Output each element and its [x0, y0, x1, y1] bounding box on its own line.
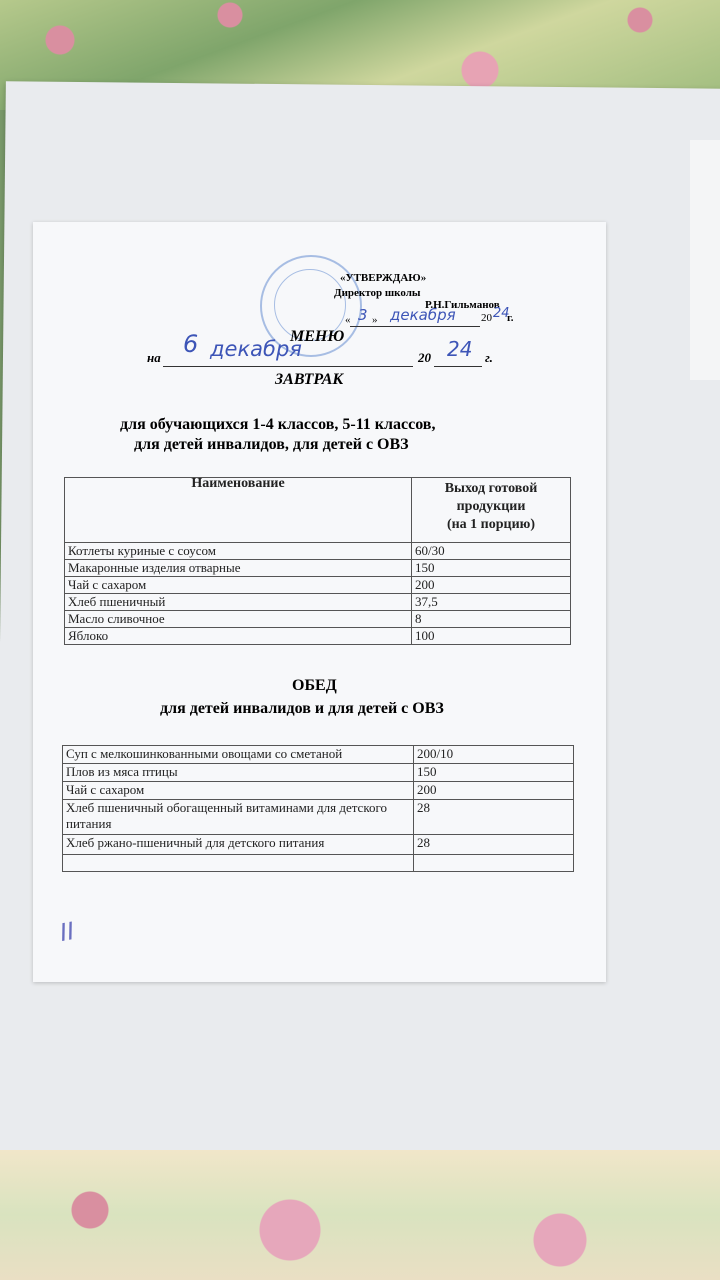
breakfast-header-row	[65, 478, 571, 543]
approval-date-line	[350, 326, 480, 327]
table-row	[65, 611, 571, 628]
item-name: Чай с сахаром	[63, 782, 414, 800]
table-row	[63, 800, 574, 835]
table-row	[63, 782, 574, 800]
item-name: Плов из мяса птицы	[63, 764, 414, 782]
item-value: 28	[414, 835, 574, 855]
breakfast-title: ЗАВТРАК	[275, 371, 344, 388]
col-output-line3: (на 1 порцию)	[446, 517, 536, 532]
col-header-output	[412, 478, 571, 543]
item-name: Хлеб пшеничный обогащенный витаминами для детского питания	[63, 800, 414, 835]
breakfast-table	[64, 477, 571, 645]
item-name: Макаронные изделия отварные	[65, 560, 412, 577]
item-name: Суп с мелкошинкованными овощами со сметаной	[63, 746, 414, 764]
approval-year: 24	[493, 306, 510, 321]
table-row	[65, 628, 571, 645]
table-row	[63, 835, 574, 855]
approval-title: «УТВЕРЖДАЮ»	[340, 272, 427, 284]
lunch-title: ОБЕД	[292, 677, 337, 694]
table-row	[65, 543, 571, 560]
side-paper	[690, 140, 720, 380]
lunch-table	[62, 745, 574, 872]
item-name	[63, 855, 414, 872]
table-row	[63, 855, 574, 872]
item-value: 150	[414, 764, 574, 782]
item-name: Масло сливочное	[65, 611, 412, 628]
approval-position: Директор школы	[334, 287, 421, 299]
handwritten-page-mark: II	[57, 916, 77, 948]
item-name: Хлеб ржано-пшеничный для детского питания	[63, 835, 414, 855]
item-value: 37,5	[412, 594, 571, 611]
table-row	[63, 764, 574, 782]
menu-title: МЕНЮ	[290, 328, 345, 345]
menu-year-suffix: г.	[485, 350, 493, 365]
approval-name: Р.Н.Гильманов	[425, 299, 500, 311]
item-value: 200	[412, 577, 571, 594]
col-output-line1: Выход готовой	[444, 481, 538, 496]
item-value: 8	[412, 611, 571, 628]
breakfast-subtitle-1: для обучающихся 1-4 классов, 5-11 классов,	[120, 416, 436, 433]
menu-date-line	[163, 366, 413, 367]
item-value: 28	[414, 800, 574, 835]
item-name: Хлеб пшеничный	[65, 594, 412, 611]
item-name: Чай с сахаром	[65, 577, 412, 594]
lunch-subtitle: для детей инвалидов и для детей с ОВЗ	[160, 700, 444, 717]
menu-year-prefix: 20	[418, 350, 431, 365]
table-row	[65, 594, 571, 611]
item-value	[414, 855, 574, 872]
item-value: 100	[412, 628, 571, 645]
item-value: 60/30	[412, 543, 571, 560]
menu-year-line	[434, 366, 482, 367]
table-row	[65, 560, 571, 577]
col-output-line2: продукции	[456, 499, 526, 514]
tablecloth-bottom	[0, 1150, 720, 1280]
item-value: 200/10	[414, 746, 574, 764]
menu-year: 24	[447, 337, 473, 361]
approval-date-day: 3	[358, 306, 368, 324]
item-value: 150	[412, 560, 571, 577]
col-name-label: Наименование	[191, 476, 285, 491]
item-name: Котлеты куриные с соусом	[65, 543, 412, 560]
table-row	[63, 746, 574, 764]
col-header-name	[65, 478, 412, 543]
approval-date-close: »	[372, 314, 378, 326]
approval-year-prefix: 20	[481, 312, 492, 324]
item-value: 200	[414, 782, 574, 800]
approval-date-open: «	[345, 314, 351, 326]
menu-on-label: на	[147, 350, 161, 365]
breakfast-subtitle-2: для детей инвалидов, для детей с ОВЗ	[134, 436, 409, 453]
menu-month: декабря	[210, 337, 302, 361]
item-name: Яблоко	[65, 628, 412, 645]
table-row	[65, 577, 571, 594]
approval-year-suffix: г.	[507, 312, 514, 324]
menu-day: 6	[183, 330, 199, 358]
approval-date-month: декабря	[390, 306, 456, 324]
